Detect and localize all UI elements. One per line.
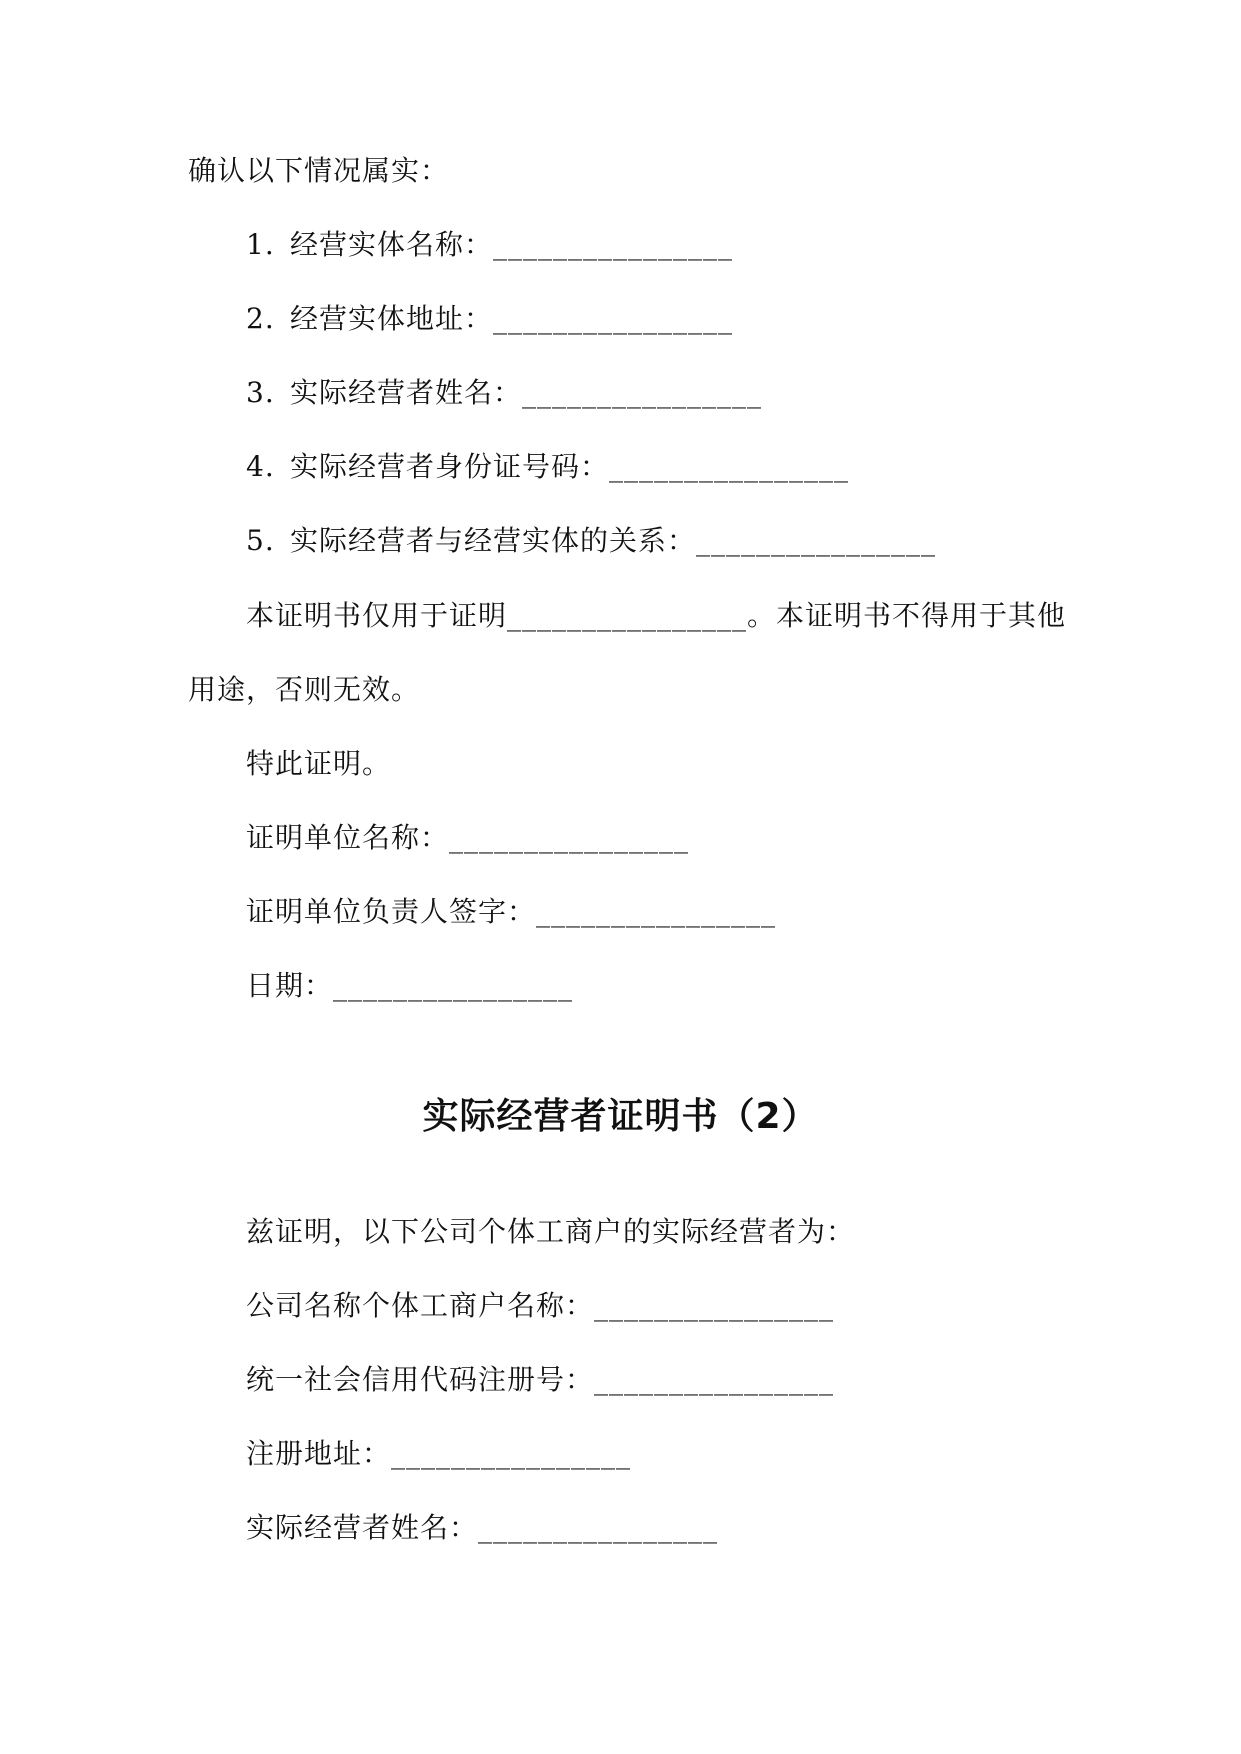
list-item <box>246 373 762 413</box>
list-item <box>246 447 849 487</box>
closing-statement: 特此证明。 <box>246 747 392 780</box>
list-item-number: 1. <box>246 228 275 261</box>
list-item-number: 3. <box>246 376 275 409</box>
list-item-text: 经营实体名称：________________ <box>290 228 734 261</box>
list-item-number: 2. <box>246 302 275 335</box>
list-item-number: 4. <box>246 450 275 483</box>
section2-intro: 兹证明，以下公司个体工商户的实际经营者为： <box>246 1215 856 1248</box>
registered-address-field: 注册地址：________________ <box>246 1437 632 1470</box>
list-item-text: 经营实体地址：________________ <box>290 302 734 335</box>
list-item <box>246 521 936 561</box>
list-item-text: 实际经营者姓名：________________ <box>290 376 763 409</box>
purpose-paragraph-line2: 用途，否则无效。 <box>188 673 421 706</box>
issuing-unit-name-field: 证明单位名称：________________ <box>246 821 690 854</box>
list-item <box>246 225 733 265</box>
date-field: 日期：________________ <box>246 969 574 1002</box>
list-item-text: 实际经营者与经营实体的关系：________________ <box>290 524 937 557</box>
company-name-field: 公司名称个体工商户名称：________________ <box>246 1289 835 1322</box>
issuing-unit-signature-field: 证明单位负责人签字：________________ <box>246 895 777 928</box>
list-item <box>246 299 733 339</box>
list-item-number: 5. <box>246 524 275 557</box>
purpose-paragraph-line1: 本证明书仅用于证明________________。本证明书不得用于其他 <box>246 599 1067 632</box>
credit-code-field: 统一社会信用代码注册号：________________ <box>246 1363 835 1396</box>
confirm-intro: 确认以下情况属实： <box>188 154 450 187</box>
list-item-text: 实际经营者身份证号码：________________ <box>290 450 850 483</box>
operator-name-field: 实际经营者姓名：________________ <box>246 1511 719 1544</box>
section2-title: 实际经营者证明书（2） <box>422 1096 819 1137</box>
